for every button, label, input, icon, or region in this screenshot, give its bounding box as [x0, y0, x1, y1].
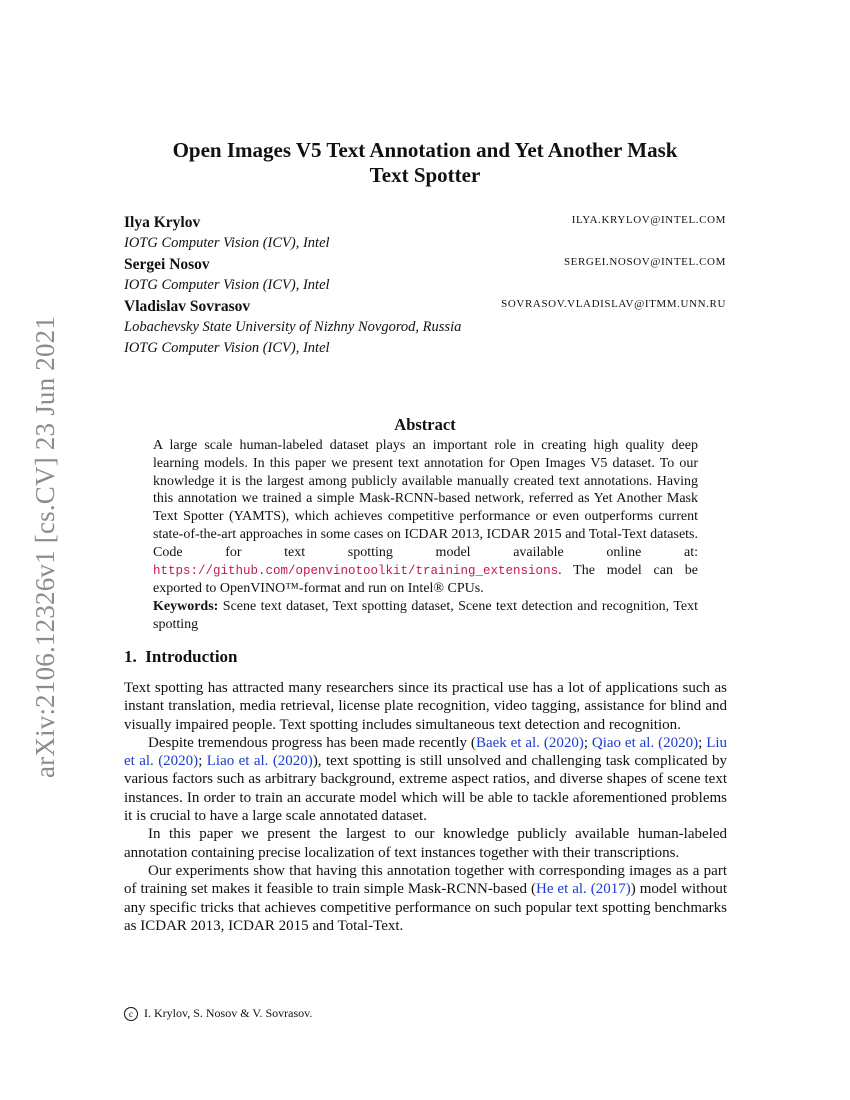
section-number: 1. — [124, 647, 137, 666]
abstract-body — [153, 437, 698, 634]
citation-separator: ; — [698, 734, 707, 751]
author-name: Vladislav Sovrasov — [124, 298, 251, 315]
paper-title-line-1: Open Images V5 Text Annotation and Yet Another Mask — [172, 138, 678, 162]
citation-link[interactable]: He et al. — [535, 881, 587, 898]
paragraph-text: Despite tremendous progress has been made recently ( — [148, 734, 476, 751]
author-affiliation: Lobachevsky State University of Nizhny Novgorod, Russia — [124, 319, 462, 335]
author-affiliation: IOTG Computer Vision (ICV), Intel — [124, 235, 330, 251]
author-name: Ilya Krylov — [124, 214, 201, 231]
introduction-body — [124, 679, 727, 935]
arxiv-identifier-text: arXiv:2106.12326v1 [cs.CV] 23 Jun 2021 — [30, 315, 60, 778]
arxiv-identifier — [22, 300, 62, 780]
abstract-heading: Abstract — [394, 415, 456, 434]
keywords: Scene text dataset, Text spotting dataset, Scene text detection and recognition, Text spotting — [153, 599, 698, 632]
citation-year[interactable]: (2020) — [158, 753, 199, 770]
author-affiliation: IOTG Computer Vision (ICV), Intel — [124, 340, 330, 356]
abstract-text-tail: . The model can be exported to OpenVINO™-format and run on Intel® CPUs. — [153, 562, 698, 597]
copyright-text: I. Krylov, S. Nosov & V. Sovrasov. — [144, 1006, 313, 1020]
keywords-label: Keywords: — [153, 599, 219, 615]
citation-link[interactable]: Liao et al. — [206, 753, 269, 770]
author-2 — [124, 254, 726, 296]
citation-link[interactable]: Liu et al. — [124, 734, 728, 770]
citation-year[interactable]: (2020) — [543, 734, 584, 751]
paragraph-text: ) model without any specific tricks that achieves competitive performance on such popular text spotting benchmarks as ICDAR 2013, ICDAR 2015 and Total-Text. — [124, 881, 728, 934]
paper-title-line-2: Text Spotter — [369, 163, 481, 187]
citation-year[interactable]: (2020) — [272, 753, 313, 770]
abstract-text: A large scale human-labeled dataset plays an important role in creating high quality deep learning models. In this paper we present text annotation for Open Images V5 dataset. To our knowledge it is the largest among publicly available manually created text annotations. Having this annotation we trained a simple Mask-RCNN-based network, referred as Yet Another Mask Text Spotter (YAMTS), which achieves competitive performance or even outperforms current state-of-the-art approaches in some cases on ICDAR 2013, ICDAR 2015 and Total-Text datasets. Code for text spotting model available online at: — [153, 438, 698, 560]
section-heading-introduction — [124, 647, 238, 667]
author-email[interactable]: ILYA.KRYLOV@INTEL.COM — [571, 214, 726, 226]
author-email[interactable]: SOVRASOV.VLADISLAV@ITMM.UNN.RU — [501, 298, 726, 310]
citation-year[interactable]: (2020) — [658, 734, 699, 751]
paragraph-text: ), text spotting is still unsolved and challenging task complicated by various factors such as arbitrary background, extreme aspect ratios, and diverse shapes of scene text instances. In order to train an accurate model which will be able to tackle aforementioned problems it is crucial to have a large scale annotated dataset. — [124, 753, 728, 825]
intro-paragraph-3: In this paper we present the largest to our knowledge publicly available human-labeled annotation containing precise localization of text instances together with their transcriptions. — [124, 826, 727, 861]
section-title: Introduction — [145, 647, 238, 666]
citation-separator: ; — [583, 734, 592, 751]
paper-title — [100, 138, 750, 188]
citation-link[interactable]: Qiao et al. — [591, 734, 655, 751]
citation-year[interactable]: (2017) — [590, 881, 631, 898]
author-name: Sergei Nosov — [124, 256, 210, 273]
author-1 — [124, 212, 726, 254]
intro-paragraph-4 — [124, 862, 727, 935]
copyright-footnote — [124, 1006, 312, 1021]
citation-link[interactable]: Baek et al. — [475, 734, 540, 751]
author-affiliation: IOTG Computer Vision (ICV), Intel — [124, 277, 330, 293]
intro-paragraph-2 — [124, 734, 727, 825]
citation-separator: ; — [198, 753, 207, 770]
copyright-icon: c — [124, 1007, 138, 1021]
paragraph-text: Our experiments show that having this annotation together with corresponding images as a part of training set makes it feasible to train simple Mask-RCNN-based ( — [124, 862, 727, 898]
code-repository-link[interactable]: https://github.com/openvinotoolkit/training_extensions — [153, 563, 559, 578]
intro-paragraph-1: Text spotting has attracted many researchers since its practical use has a lot of applications such as instant translation, media retrieval, license plate recognition, video tagging, assistance for blind and visually impaired people. Text spotting includes simultaneous text detection and recognition. — [124, 680, 727, 733]
author-3 — [124, 296, 726, 359]
author-email[interactable]: SERGEI.NOSOV@INTEL.COM — [563, 256, 726, 268]
